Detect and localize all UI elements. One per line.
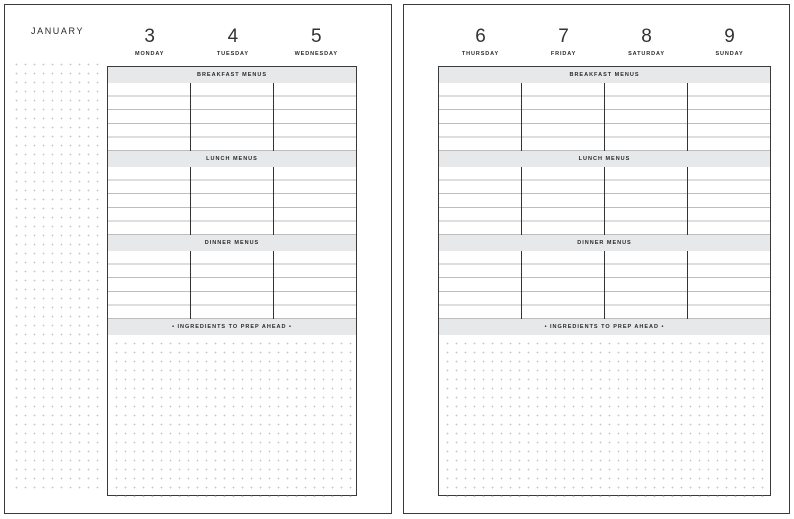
breakfast-column[interactable] bbox=[108, 83, 190, 151]
day-header bbox=[522, 27, 605, 57]
day-header-row bbox=[108, 27, 358, 57]
lunch-section-header: LUNCH MENUS bbox=[439, 151, 770, 167]
breakfast-column[interactable] bbox=[604, 83, 687, 151]
dinner-section-header: DINNER MENUS bbox=[439, 235, 770, 251]
breakfast-section-header: BREAKFAST MENUS bbox=[108, 67, 356, 83]
breakfast-column[interactable] bbox=[273, 83, 356, 151]
day-number: 9 bbox=[724, 26, 735, 47]
meal-planner-grid bbox=[438, 66, 771, 496]
day-name: SUNDAY bbox=[715, 51, 744, 57]
lunch-grid bbox=[439, 167, 770, 235]
dinner-section-header: DINNER MENUS bbox=[108, 235, 356, 251]
prep-dot-grid[interactable] bbox=[112, 339, 352, 497]
day-header-row bbox=[439, 27, 771, 57]
month-label: JANUARY bbox=[31, 26, 85, 36]
dinner-column[interactable] bbox=[521, 251, 604, 319]
day-header bbox=[191, 27, 274, 57]
dinner-column[interactable] bbox=[439, 251, 521, 319]
dinner-column[interactable] bbox=[604, 251, 687, 319]
side-dot-grid bbox=[12, 60, 102, 490]
day-number: 5 bbox=[310, 26, 322, 47]
day-name: WEDNESDAY bbox=[294, 51, 338, 57]
lunch-column[interactable] bbox=[190, 167, 273, 235]
breakfast-column[interactable] bbox=[687, 83, 770, 151]
breakfast-grid bbox=[108, 83, 356, 151]
breakfast-column[interactable] bbox=[521, 83, 604, 151]
breakfast-column[interactable] bbox=[439, 83, 521, 151]
lunch-column[interactable] bbox=[604, 167, 687, 235]
dinner-column[interactable] bbox=[687, 251, 770, 319]
lunch-section-header: LUNCH MENUS bbox=[108, 151, 356, 167]
day-header bbox=[108, 27, 191, 57]
lunch-column[interactable] bbox=[439, 167, 521, 235]
day-number: 8 bbox=[641, 26, 652, 47]
dinner-column[interactable] bbox=[273, 251, 356, 319]
lunch-column[interactable] bbox=[687, 167, 770, 235]
day-number: 6 bbox=[475, 26, 486, 47]
day-name: SATURDAY bbox=[628, 51, 665, 57]
left-page bbox=[4, 4, 392, 514]
day-name: TUESDAY bbox=[216, 51, 249, 57]
day-name: FRIDAY bbox=[550, 51, 577, 57]
breakfast-grid bbox=[439, 83, 770, 151]
lunch-column[interactable] bbox=[108, 167, 190, 235]
day-number: 3 bbox=[144, 26, 155, 47]
right-page bbox=[403, 4, 790, 514]
day-name: MONDAY bbox=[134, 51, 165, 57]
breakfast-column[interactable] bbox=[190, 83, 273, 151]
prep-dot-grid[interactable] bbox=[443, 339, 766, 497]
day-header bbox=[688, 27, 771, 57]
meal-planner-grid bbox=[107, 66, 357, 496]
dinner-column[interactable] bbox=[190, 251, 273, 319]
dinner-grid bbox=[108, 251, 356, 319]
day-header bbox=[439, 27, 522, 57]
day-header bbox=[605, 27, 688, 57]
lunch-column[interactable] bbox=[521, 167, 604, 235]
breakfast-section-header: BREAKFAST MENUS bbox=[439, 67, 770, 83]
day-header bbox=[275, 27, 358, 57]
day-number: 4 bbox=[227, 26, 239, 47]
lunch-column[interactable] bbox=[273, 167, 356, 235]
prep-section-header: • INGREDIENTS TO PREP AHEAD • bbox=[108, 319, 356, 335]
dinner-grid bbox=[439, 251, 770, 319]
lunch-grid bbox=[108, 167, 356, 235]
prep-section-header: • INGREDIENTS TO PREP AHEAD • bbox=[439, 319, 770, 335]
day-name: THURSDAY bbox=[461, 51, 500, 57]
day-number: 7 bbox=[558, 26, 569, 47]
dinner-column[interactable] bbox=[108, 251, 190, 319]
